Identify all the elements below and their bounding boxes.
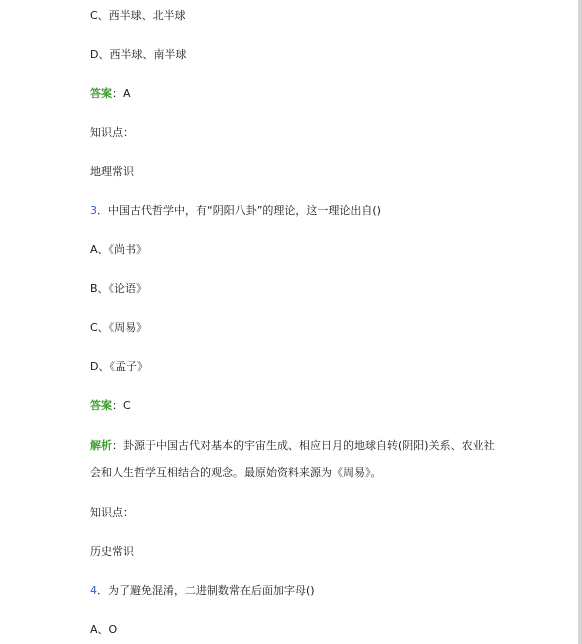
question-number: 3	[90, 204, 97, 217]
q4-option-a: A、O	[90, 623, 118, 636]
question-text: ．为了避免混淆，二进制数常在后面加字母()	[97, 584, 315, 597]
q3-option-c: C、《周易》	[90, 321, 148, 334]
analysis-text: ：卦源于中国古代对基本的宇宙生成、相应日月的地球自转(阴阳)关系、农业社	[112, 439, 495, 452]
question-text: ．中国古代哲学中，有“阴阳八卦”的理论，这一理论出自()	[97, 204, 381, 217]
q3-answer	[90, 399, 131, 413]
q2-answer	[90, 87, 131, 101]
q3-analysis-line1	[90, 439, 495, 453]
q2-option-d: D、西半球、南半球	[90, 48, 187, 61]
q3-option-d: D、《孟子》	[90, 360, 148, 373]
analysis-label: 解析	[90, 439, 112, 452]
answer-value: ：A	[112, 87, 131, 100]
q3-knowledge-value: 历史常识	[90, 545, 134, 558]
q3-question	[90, 204, 381, 218]
answer-label: 答案	[90, 399, 112, 412]
question-number: 4	[90, 584, 97, 597]
q3-option-a: A、《尚书》	[90, 243, 148, 256]
q2-knowledge-value: 地理常识	[90, 165, 134, 178]
q2-option-c: C、西半球、北半球	[90, 9, 186, 22]
q3-knowledge-label: 知识点：	[90, 506, 134, 519]
answer-value: ：C	[112, 399, 131, 412]
answer-label: 答案	[90, 87, 112, 100]
q2-knowledge-label: 知识点：	[90, 126, 134, 139]
q3-analysis-line2: 会和人生哲学互相结合的观念。最原始资料来源为《周易》。	[90, 466, 382, 479]
page-edge-divider	[578, 0, 582, 644]
q3-option-b: B、《论语》	[90, 282, 148, 295]
q4-question	[90, 584, 315, 598]
